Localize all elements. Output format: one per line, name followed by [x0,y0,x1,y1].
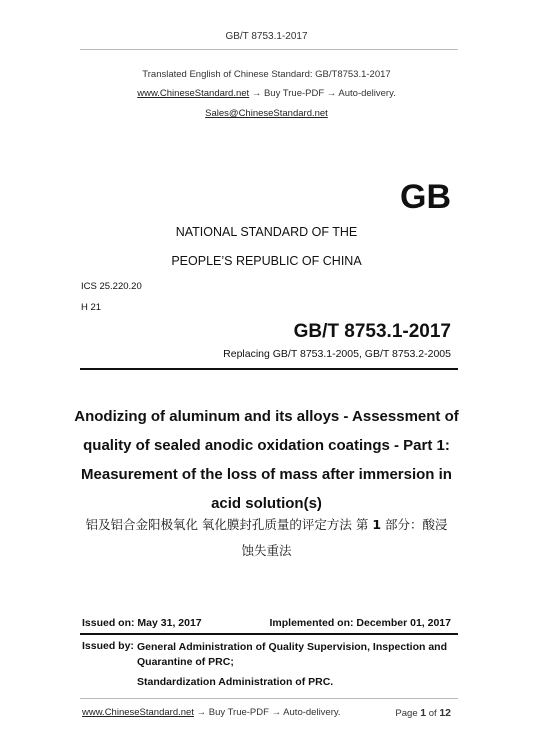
issued-by-label: Issued by: [82,640,134,652]
replacing-note: Replacing GB/T 8753.1-2005, GB/T 8753.2-2005 [223,348,451,360]
issued-by-line: Quarantine of PRC; [137,656,234,668]
page-number: Page 1 of 12 [395,707,451,719]
running-header: GB/T 8753.1-2017 [225,31,308,42]
title-divider [80,368,458,370]
footer-buy-line: www.ChineseStandard.net → Buy True-PDF → Auto-delivery. [82,707,341,718]
issued-by-text [137,640,447,690]
issued-by-line: General Administration of Quality Supervision, Inspection and [137,641,447,653]
national-line-2: PEOPLE’S REPUBLIC OF CHINA [171,254,362,268]
ics-code: ICS 25.220.20 [81,281,142,292]
header-divider [80,49,458,50]
title-en-line: Anodizing of aluminum and its alloys - Assessment of [74,408,459,425]
title-en-line: quality of sealed anodic oxidation coatings - Part 1: [83,437,450,454]
implemented-on: Implemented on: December 01, 2017 [269,617,451,629]
issued-by-line: Standardization Administration of PRC. [137,676,334,688]
buy-line [0,88,533,99]
issued-on: Issued on: May 31, 2017 [82,617,202,629]
national-line-1: NATIONAL STANDARD OF THE [175,225,358,239]
title-cn-line-1: 铝及铝合金阳极氧化 氧化膜封孔质量的评定方法 第 1 部分：酸浸 [85,517,448,532]
footer-divider [80,698,458,699]
title-en [0,402,533,518]
standard-code: GB/T 8753.1-2017 [293,321,451,342]
title-cn [0,512,533,564]
title-cn-line-2: 蚀失重法 [241,543,292,558]
email-line [0,108,533,119]
translation-note: Translated English of Chinese Standard: GB/T8753.1-2017 [142,69,391,80]
footer-site-link[interactable]: www.ChineseStandard.net [82,707,194,718]
title-en-line: Measurement of the loss of mass after immersion in [81,466,452,483]
gb-mark: GB [400,178,451,216]
dates-divider [80,633,458,635]
title-en-line: acid solution(s) [211,495,322,512]
site-link[interactable]: www.ChineseStandard.net [137,88,250,99]
classification-code: H 21 [81,302,102,313]
buy-text: → Buy True-PDF → Auto-delivery. [249,88,396,99]
email-link[interactable]: Sales@ChineseStandard.net [205,108,328,119]
